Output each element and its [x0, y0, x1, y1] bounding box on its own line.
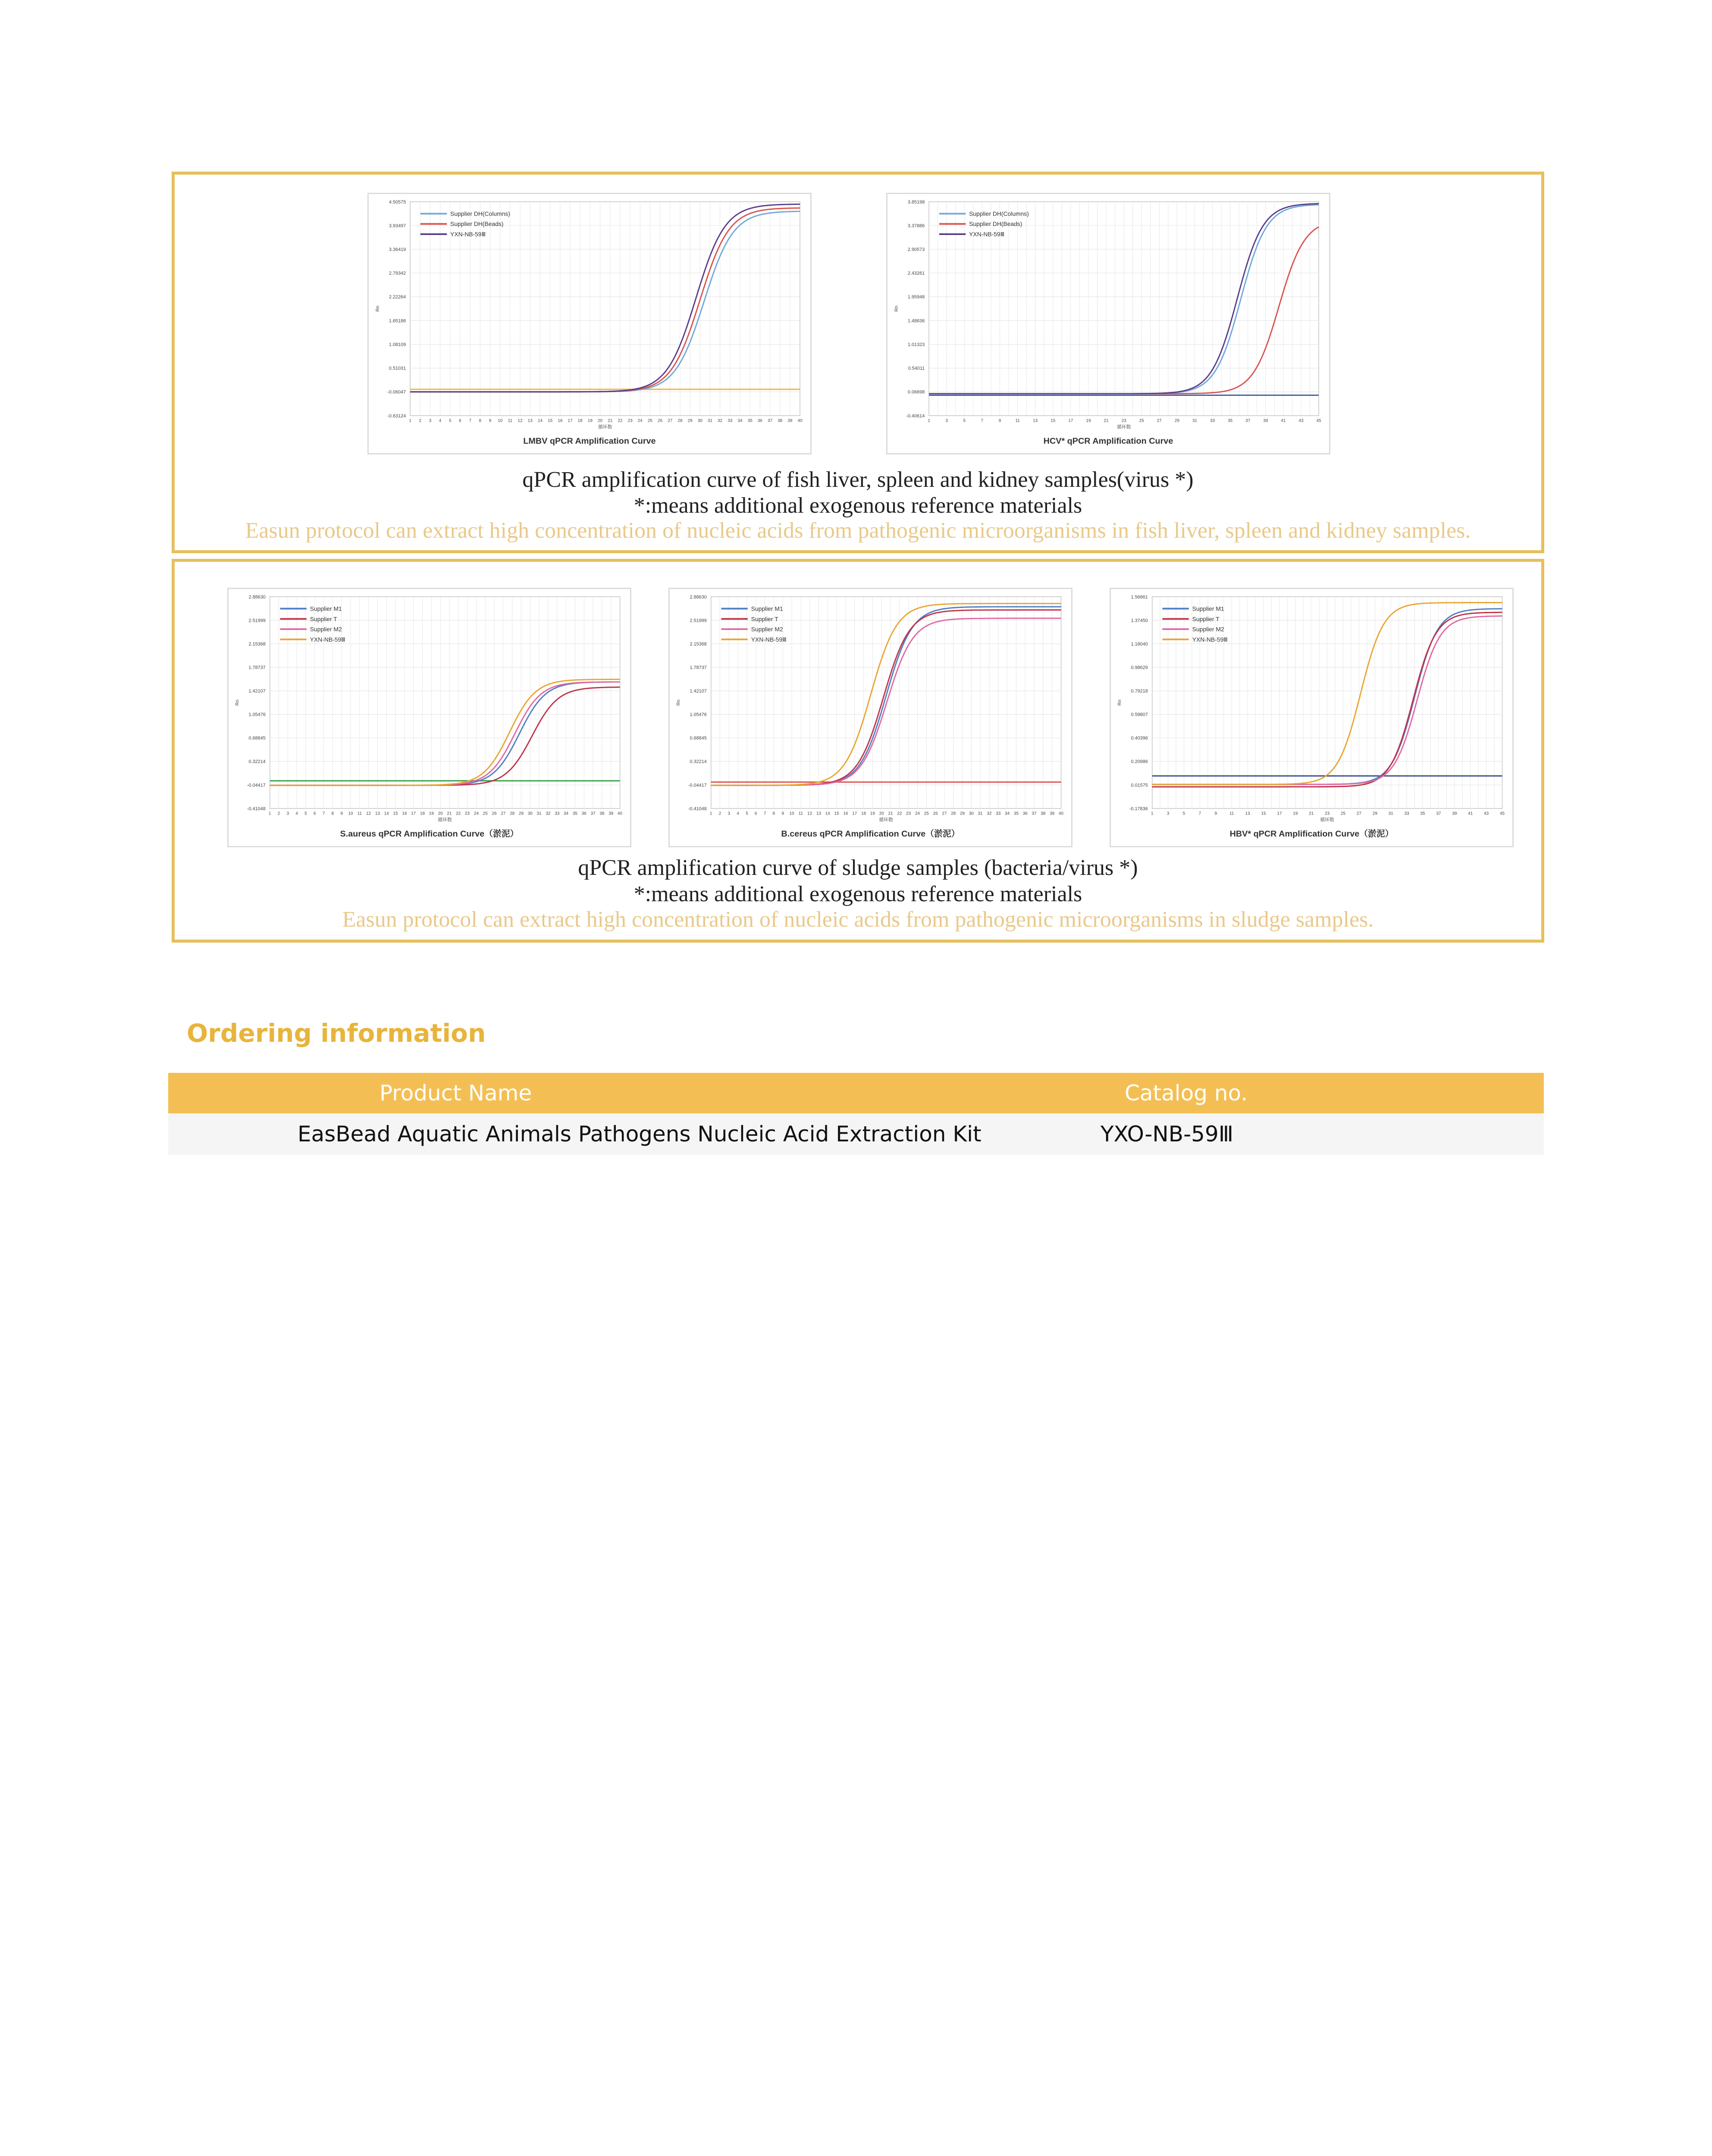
y-tick-label: 2.22264 [389, 295, 406, 300]
x-tick-label: 39 [608, 811, 614, 816]
x-axis-label: 循环数 [438, 817, 452, 823]
x-tick-label: 37 [1436, 811, 1441, 816]
chart-hcv [886, 193, 1330, 454]
x-tick-label: 27 [501, 811, 506, 816]
x-tick-label: 14 [384, 811, 389, 816]
chart-title: LMBV qPCR Amplification Curve [523, 436, 656, 446]
x-tick-label: 21 [447, 811, 452, 816]
y-tick-label: -0.41048 [688, 806, 707, 812]
x-tick-label: 3 [727, 811, 731, 816]
x-tick-label: 17 [1068, 418, 1073, 423]
chart-hbv [1110, 588, 1514, 847]
x-tick-label: 12 [366, 811, 371, 816]
x-tick-label: 32 [987, 811, 992, 816]
x-tick-label: 28 [510, 811, 515, 816]
x-tick-label: 23 [627, 418, 633, 423]
x-tick-label: 9 [998, 418, 1001, 423]
chart-lmbv [367, 193, 812, 454]
x-tick-label: 21 [1104, 418, 1109, 423]
x-tick-label: 27 [668, 418, 673, 423]
x-tick-label: 24 [473, 811, 479, 816]
x-tick-label: 17 [852, 811, 857, 816]
x-tick-label: 41 [1281, 418, 1286, 423]
y-tick-label: 2.90573 [907, 247, 925, 253]
y-tick-label: 1.48636 [907, 318, 925, 324]
x-tick-label: 6 [314, 811, 316, 816]
x-tick-label: 35 [1420, 811, 1425, 816]
x-tick-label: 33 [1404, 811, 1409, 816]
y-tick-label: 1.08109 [389, 342, 406, 348]
x-tick-label: 16 [558, 418, 563, 423]
x-tick-label: 29 [687, 418, 693, 423]
figure-panel-sludge [172, 559, 1544, 943]
y-tick-label: 4.50575 [389, 199, 406, 205]
x-tick-label: 40 [618, 811, 623, 816]
chart-hbv-svg [1111, 589, 1512, 846]
x-tick-label: 19 [429, 811, 434, 816]
x-tick-label: 35 [572, 811, 577, 816]
x-tick-label: 31 [708, 418, 713, 423]
y-tick-label: -0.63124 [387, 413, 406, 419]
y-tick-label: 2.88630 [248, 594, 266, 600]
x-tick-label: 6 [755, 811, 757, 816]
x-tick-label: 30 [969, 811, 974, 816]
x-tick-label: 20 [879, 811, 884, 816]
x-tick-label: 13 [1033, 418, 1038, 423]
x-tick-label: 4 [295, 811, 298, 816]
x-tick-label: 11 [798, 811, 803, 816]
x-tick-label: 22 [897, 811, 902, 816]
x-tick-label: 17 [411, 811, 416, 816]
product-name: EasBead Aquatic Animals Pathogens Nucleic Acid Extraction Kit [298, 1122, 981, 1147]
header-catalog-no: Catalog no. [1125, 1081, 1248, 1106]
legend-label: Supplier T [751, 615, 778, 623]
x-tick-label: 25 [483, 811, 488, 816]
x-axis-label: 循环数 [1320, 817, 1334, 823]
x-tick-label: 16 [843, 811, 848, 816]
y-tick-label: 2.43261 [907, 271, 925, 276]
y-tick-label: 1.56861 [1131, 594, 1148, 600]
x-tick-label: 31 [536, 811, 542, 816]
x-tick-label: 28 [677, 418, 683, 423]
x-tick-label: 19 [1293, 811, 1298, 816]
y-tick-label: 0.51031 [389, 366, 406, 371]
x-tick-label: 5 [304, 811, 307, 816]
y-tick-label: 2.79342 [389, 271, 406, 276]
x-tick-label: 23 [1325, 811, 1330, 816]
x-axis-label: 循环数 [879, 817, 893, 823]
x-tick-label: 39 [1050, 811, 1055, 816]
y-axis-label: Rn [676, 699, 681, 706]
y-tick-label: 1.95948 [907, 295, 925, 300]
x-tick-label: 31 [978, 811, 983, 816]
legend-label: Supplier DH(Beads) [450, 220, 504, 228]
caption-note: *:means additional exogenous reference materials [633, 882, 1082, 906]
x-tick-label: 33 [727, 418, 733, 423]
legend-label: Supplier M2 [751, 626, 783, 633]
x-tick-label: 15 [393, 811, 398, 816]
x-tick-label: 21 [888, 811, 893, 816]
x-axis-label: 循环数 [598, 424, 612, 430]
x-tick-label: 7 [1198, 811, 1201, 816]
x-tick-label: 5 [1182, 811, 1185, 816]
legend-label: YXN-NB-59Ⅲ [751, 636, 787, 643]
x-tick-label: 28 [951, 811, 956, 816]
x-tick-label: 2 [718, 811, 721, 816]
y-tick-label: 0.20986 [1131, 759, 1148, 765]
x-tick-label: 12 [517, 418, 523, 423]
caption-claim: Easun protocol can extract high concentration of nucleic acids from pathogenic microorganisms in fish liver, spleen and kidney samples. [245, 518, 1471, 543]
x-tick-label: 20 [438, 811, 443, 816]
x-tick-label: 20 [598, 418, 603, 423]
x-tick-label: 1 [1151, 811, 1154, 816]
y-tick-label: 1.78737 [690, 665, 707, 671]
x-tick-label: 14 [537, 418, 542, 423]
x-tick-label: 27 [1356, 811, 1361, 816]
x-tick-label: 1 [409, 418, 411, 423]
y-axis-label: Rn [375, 305, 380, 312]
caption-title: qPCR amplification curve of fish liver, spleen and kidney samples(virus *) [522, 467, 1194, 492]
x-tick-label: 29 [1372, 811, 1377, 816]
y-tick-label: 3.37886 [907, 223, 925, 229]
legend-label: Supplier T [310, 615, 337, 623]
x-tick-label: 29 [960, 811, 965, 816]
x-tick-label: 16 [402, 811, 407, 816]
x-tick-label: 31 [1388, 811, 1393, 816]
y-tick-label: -0.04417 [247, 783, 266, 788]
x-tick-label: 4 [737, 811, 739, 816]
ordering-table [168, 1073, 1544, 1155]
y-tick-label: 0.32214 [690, 759, 707, 765]
header-product-name: Product Name [379, 1081, 532, 1106]
chart-title: HBV* qPCR Amplification Curve（淤泥） [1229, 829, 1394, 839]
x-tick-label: 26 [933, 811, 938, 816]
x-tick-label: 2 [277, 811, 280, 816]
x-tick-label: 25 [924, 811, 929, 816]
y-tick-label: 1.78737 [248, 665, 266, 671]
x-tick-label: 41 [1468, 811, 1473, 816]
y-tick-label: -0.04417 [688, 783, 707, 788]
legend-label: Supplier DH(Columns) [969, 210, 1029, 217]
x-tick-label: 38 [1041, 811, 1046, 816]
y-tick-label: 2.88630 [690, 594, 707, 600]
x-tick-label: 5 [963, 418, 966, 423]
chart-bcereus-svg [670, 589, 1071, 846]
x-tick-label: 2 [419, 418, 422, 423]
x-tick-label: 7 [981, 418, 984, 423]
x-tick-label: 11 [1015, 418, 1020, 423]
chart-saureus [227, 588, 631, 847]
legend-label: YXN-NB-59Ⅲ [450, 231, 486, 238]
x-tick-label: 29 [1174, 418, 1179, 423]
x-tick-label: 9 [340, 811, 343, 816]
y-tick-label: -0.40614 [906, 413, 925, 419]
x-tick-label: 4 [439, 418, 442, 423]
x-tick-label: 40 [797, 418, 803, 423]
x-tick-label: 7 [763, 811, 766, 816]
x-tick-label: 3 [1166, 811, 1170, 816]
x-tick-label: 13 [527, 418, 533, 423]
y-tick-label: 2.51999 [690, 618, 707, 624]
x-tick-label: 19 [587, 418, 593, 423]
y-tick-label: 0.68845 [248, 736, 266, 741]
x-tick-label: 30 [527, 811, 533, 816]
y-tick-label: 0.32214 [248, 759, 266, 765]
legend-label: Supplier M2 [310, 626, 342, 633]
x-tick-label: 1 [268, 811, 271, 816]
x-tick-label: 39 [1263, 418, 1268, 423]
x-tick-label: 29 [519, 811, 524, 816]
y-tick-label: 1.05476 [690, 712, 707, 718]
x-tick-label: 5 [449, 418, 452, 423]
y-tick-label: -0.17836 [1129, 806, 1148, 812]
legend-label: YXN-NB-59Ⅲ [310, 636, 345, 643]
legend-label: YXN-NB-59Ⅲ [1192, 636, 1228, 643]
legend-label: YXN-NB-59Ⅲ [969, 231, 1005, 238]
x-tick-label: 13 [375, 811, 380, 816]
y-axis-label: Rn [1117, 699, 1123, 706]
legend-label: Supplier M1 [310, 605, 342, 612]
y-tick-label: 2.15368 [690, 641, 707, 647]
legend-label: Supplier DH(Beads) [969, 220, 1022, 228]
x-tick-label: 38 [599, 811, 605, 816]
x-tick-label: 21 [608, 418, 613, 423]
x-tick-label: 37 [1245, 418, 1251, 423]
x-tick-label: 8 [479, 418, 482, 423]
x-tick-label: 26 [658, 418, 663, 423]
chart-bcereus [668, 588, 1072, 847]
x-tick-label: 25 [1139, 418, 1144, 423]
x-axis-label: 循环数 [1116, 424, 1131, 430]
x-tick-label: 37 [590, 811, 596, 816]
x-tick-label: 23 [465, 811, 470, 816]
y-tick-label: 1.42107 [690, 689, 707, 694]
x-tick-label: 10 [498, 418, 503, 423]
x-tick-label: 17 [1277, 811, 1282, 816]
x-tick-label: 37 [1032, 811, 1037, 816]
y-tick-label: -0.41048 [247, 806, 266, 812]
x-tick-label: 14 [825, 811, 830, 816]
x-tick-label: 9 [489, 418, 492, 423]
x-tick-label: 15 [1261, 811, 1266, 816]
x-tick-label: 9 [781, 811, 784, 816]
x-tick-label: 30 [697, 418, 702, 423]
x-tick-label: 24 [637, 418, 643, 423]
x-tick-label: 11 [508, 418, 513, 423]
y-tick-label: 0.54011 [908, 366, 925, 371]
legend-label: Supplier DH(Columns) [450, 210, 510, 217]
x-tick-label: 34 [1005, 811, 1010, 816]
y-tick-label: 1.65186 [389, 318, 406, 324]
x-tick-label: 22 [618, 418, 623, 423]
chart-lmbv-svg [369, 194, 810, 453]
x-tick-label: 35 [747, 418, 753, 423]
x-tick-label: 34 [737, 418, 743, 423]
x-tick-label: 8 [331, 811, 334, 816]
legend-label: Supplier M1 [751, 605, 783, 612]
x-tick-label: 38 [778, 418, 783, 423]
x-tick-label: 9 [1214, 811, 1217, 816]
x-tick-label: 18 [420, 811, 425, 816]
chart-hcv-svg [887, 194, 1329, 453]
caption-note: *:means additional exogenous reference materials [633, 493, 1082, 518]
x-tick-label: 31 [1192, 418, 1198, 423]
y-tick-label: 0.59807 [1131, 712, 1148, 718]
y-tick-label: 1.18040 [1131, 641, 1148, 647]
x-tick-label: 23 [906, 811, 911, 816]
y-tick-label: 0.79218 [1131, 689, 1148, 694]
x-tick-label: 6 [459, 418, 461, 423]
x-tick-label: 8 [772, 811, 775, 816]
legend-label: Supplier M2 [1192, 626, 1224, 633]
x-tick-label: 22 [456, 811, 461, 816]
chart-saureus-svg [229, 589, 630, 846]
x-tick-label: 3 [945, 418, 948, 423]
x-tick-label: 19 [1086, 418, 1091, 423]
x-tick-label: 45 [1316, 418, 1321, 423]
caption-claim: Easun protocol can extract high concentration of nucleic acids from pathogenic microorganisms in sludge samples. [342, 907, 1374, 932]
x-tick-label: 7 [469, 418, 471, 423]
x-tick-label: 3 [429, 418, 432, 423]
table-header [168, 1073, 1544, 1113]
x-tick-label: 36 [757, 418, 762, 423]
chart-title: HCV* qPCR Amplification Curve [1043, 436, 1173, 446]
x-tick-label: 3 [286, 811, 289, 816]
chart-title: S.aureus qPCR Amplification Curve（淤泥） [340, 829, 519, 839]
x-tick-label: 26 [492, 811, 497, 816]
x-tick-label: 35 [1228, 418, 1233, 423]
x-tick-label: 27 [942, 811, 947, 816]
x-tick-label: 25 [1341, 811, 1346, 816]
y-tick-label: 2.51999 [248, 618, 266, 624]
x-tick-label: 35 [1013, 811, 1019, 816]
y-tick-label: 0.40396 [1131, 736, 1148, 741]
y-tick-label: 1.05476 [248, 712, 266, 718]
x-tick-label: 23 [1121, 418, 1126, 423]
legend-label: Supplier T [1192, 615, 1220, 623]
x-tick-label: 43 [1298, 418, 1304, 423]
x-tick-label: 36 [581, 811, 586, 816]
y-tick-label: 0.68845 [690, 736, 707, 741]
y-tick-label: 0.06698 [907, 389, 925, 395]
x-tick-label: 13 [1245, 811, 1250, 816]
y-tick-label: 3.93497 [389, 223, 406, 229]
x-tick-label: 15 [1050, 418, 1056, 423]
y-tick-label: -0.06047 [387, 389, 406, 395]
x-tick-label: 32 [718, 418, 723, 423]
x-tick-label: 33 [1210, 418, 1215, 423]
x-tick-label: 45 [1500, 811, 1505, 816]
x-tick-label: 18 [577, 418, 583, 423]
x-tick-label: 13 [816, 811, 822, 816]
x-tick-label: 25 [647, 418, 652, 423]
y-axis-label: Rn [894, 305, 899, 312]
x-tick-label: 34 [564, 811, 569, 816]
x-tick-label: 7 [322, 811, 325, 816]
y-tick-label: 0.01575 [1131, 783, 1148, 788]
x-tick-label: 5 [746, 811, 748, 816]
x-tick-label: 21 [1309, 811, 1314, 816]
y-tick-label: 0.98629 [1131, 665, 1148, 671]
table-row [168, 1113, 1544, 1155]
x-tick-label: 10 [348, 811, 353, 816]
x-tick-label: 32 [546, 811, 551, 816]
chart-title: B.cereus qPCR Amplification Curve（淤泥） [781, 829, 960, 839]
x-tick-label: 37 [768, 418, 773, 423]
x-tick-label: 11 [357, 811, 362, 816]
x-tick-label: 24 [915, 811, 920, 816]
y-axis-label: Rn [235, 699, 240, 706]
legend-label: Supplier M1 [1192, 605, 1224, 612]
x-tick-label: 1 [709, 811, 712, 816]
x-tick-label: 15 [834, 811, 839, 816]
catalog-no: YXO-NB-59Ⅲ [1101, 1122, 1234, 1147]
x-tick-label: 1 [928, 418, 930, 423]
y-tick-label: 1.01323 [907, 342, 925, 348]
x-tick-label: 39 [1452, 811, 1457, 816]
x-tick-label: 18 [861, 811, 866, 816]
x-tick-label: 12 [807, 811, 812, 816]
x-tick-label: 39 [787, 418, 793, 423]
y-tick-label: 2.15368 [248, 641, 266, 647]
y-tick-label: 3.85198 [907, 199, 925, 205]
figure-panel-fish [172, 172, 1544, 553]
x-tick-label: 43 [1484, 811, 1489, 816]
x-tick-label: 11 [1229, 811, 1234, 816]
x-tick-label: 36 [1022, 811, 1028, 816]
x-tick-label: 33 [996, 811, 1001, 816]
x-tick-label: 15 [548, 418, 553, 423]
x-tick-label: 19 [870, 811, 875, 816]
x-tick-label: 40 [1059, 811, 1064, 816]
x-tick-label: 33 [555, 811, 560, 816]
y-tick-label: 1.42107 [248, 689, 266, 694]
caption-title: qPCR amplification curve of sludge samples (bacteria/virus *) [578, 856, 1138, 880]
ordering-title: Ordering information [187, 1018, 486, 1048]
x-tick-label: 27 [1157, 418, 1162, 423]
y-tick-label: 3.36419 [389, 247, 406, 253]
x-tick-label: 10 [789, 811, 794, 816]
y-tick-label: 1.37450 [1131, 618, 1148, 624]
x-tick-label: 17 [568, 418, 573, 423]
